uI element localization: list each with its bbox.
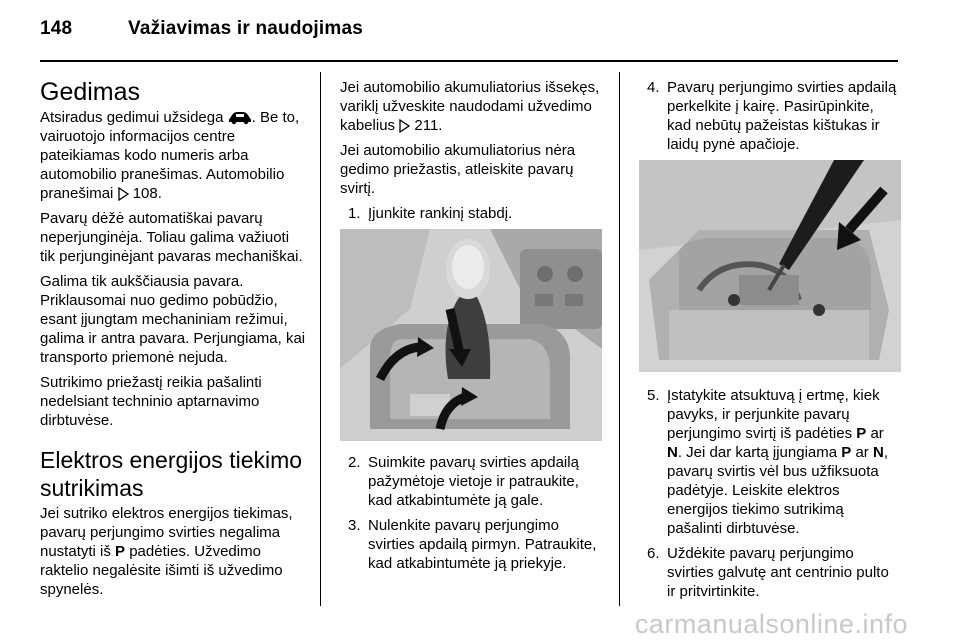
- paragraph: Atsiradus gedimui užsidega . Be to, vairuotojo informacijos centre pateikiamas kodo numeris arba automobilio pranešimas. Automobilio pranešimai 108.: [40, 109, 300, 202]
- page-ref-icon: [118, 187, 129, 201]
- paragraph: Pavarų dėžė automatiškai pavarų neperjunginėja. Toliau galima važiuoti tik perjunginėjant pavaras mechaniškai.: [40, 210, 303, 265]
- header-rule: [40, 60, 898, 62]
- watermark: carmanualsonline.info: [634, 609, 908, 639]
- list-item: 1. Įjunkite rankinį stabdį.: [348, 205, 513, 222]
- section-heading-power-failure: Elektros energijos tiekimo sutrikimas: [40, 447, 303, 501]
- paragraph: Galima tik aukščiausia pavara. Priklausomai nuo gedimo pobūdžio, esant įjungtam mechaniniam režimui, galima ir antra pavara. Perjungiama, kai transporto priemonė nejuda.: [40, 273, 306, 366]
- screwdriver-illustration: [639, 160, 901, 372]
- column-3: [639, 78, 901, 607]
- list-item: 6. Uždėkite pavarų perjungimo svirties galvutę ant centrinio pulto ir pritvirtinkite.: [647, 545, 889, 600]
- page-title: Važiavimas ir naudojimas: [128, 18, 364, 39]
- page-ref-icon: [399, 119, 410, 133]
- paragraph: Jei automobilio akumuliatorius nėra gedimo priežastis, atleiskite pavarų svirtį.: [340, 142, 576, 197]
- section-heading-gedimas: Gedimas: [40, 78, 141, 106]
- paragraph: Jei sutriko elektros energijos tiekimas, pavarų perjungimo svirties negalima nustatyti iš P padėties. Užvedimo raktelio negalėsite išimti iš užvedimo spynelės.: [40, 505, 293, 598]
- car-fault-icon: [228, 109, 252, 125]
- list-item: 4. Pavarų perjungimo svirties apdailą perkelkite į kairę. Pasirūpinkite, kad nebūtų pažeistas kištukas ir laidų pynė apačioje.: [647, 79, 897, 153]
- list-item: 2. Suimkite pavarų svirties apdailą pažymėtoje vietoje ir patraukite, kad atkabintumėte ją gale.: [348, 454, 579, 509]
- page-number: 148: [40, 18, 73, 39]
- list-item: 5. Įstatykite atsuktuvą į ertmę, kiek pavyks, ir perjunkite pavarų perjungimo svirtį iš padėties P ar N. Jei dar kartą įjungiama P ar N, pavarų svirtis vėl bus užfiksuota padėtyje. Leiskite elektros energijos tiekimo sutrikimą pašalinti dirbtuvėse.: [647, 387, 888, 537]
- list-item: 3. Nulenkite pavarų perjungimo svirties apdailą pirmyn. Patraukite, kad atkabintumėte ją priekyje.: [348, 517, 597, 572]
- column-divider-2: [619, 72, 620, 606]
- gear-lever-illustration: [340, 229, 602, 441]
- column-1: [40, 78, 308, 605]
- paragraph: Jei automobilio akumuliatorius išsekęs, variklį užveskite naudodami užvedimo kabelius 211.: [340, 79, 600, 134]
- paragraph: Sutrikimo priežastį reikia pašalinti nedelsiant techninio aptarnavimo dirbtuvėse.: [40, 374, 262, 429]
- column-2: [340, 78, 602, 579]
- column-divider-1: [320, 72, 321, 606]
- page-header: [40, 18, 363, 40]
